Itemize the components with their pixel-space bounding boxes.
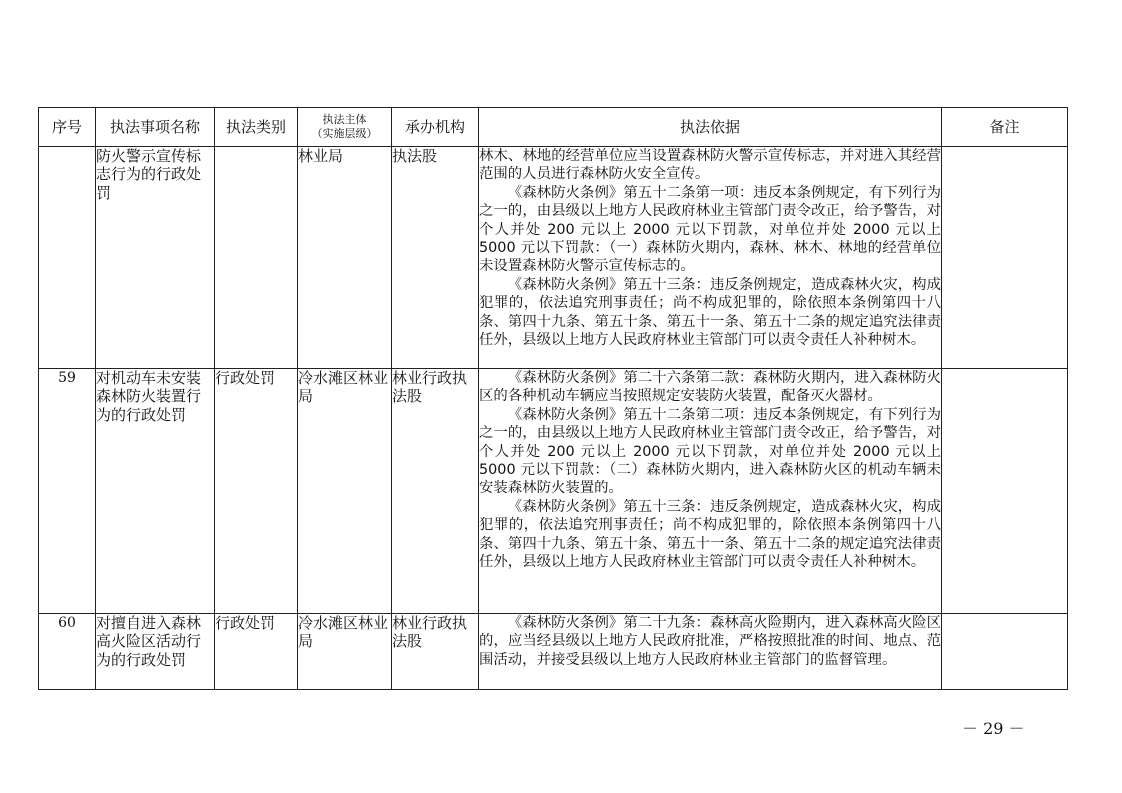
cell-agency: 林业行政执法股 bbox=[392, 614, 479, 690]
header-basis: 执法依据 bbox=[479, 108, 942, 147]
enforcement-table bbox=[38, 107, 1068, 690]
cell-item: 防火警示宣传标志行为的行政处罚 bbox=[96, 147, 215, 369]
cell-item: 对机动车未安装森林防火装置行为的行政处罚 bbox=[96, 369, 215, 614]
basis-paragraph: 《森林防火条例》第五十三条：违反条例规定，造成森林火灾，构成犯罪的，依法追究刑事责任；尚不构成犯罪的，除依照本条例第四十八条、第四十九条、第五十条、第五十一条、第五十二条的规定追究法律责任外，县级以上地方人民政府林业主管部门可以责令责任人补种树木。 bbox=[479, 276, 941, 349]
header-remark: 备注 bbox=[942, 108, 1068, 147]
header-subject bbox=[298, 108, 392, 147]
cell-category bbox=[215, 147, 298, 369]
cell-remark bbox=[942, 369, 1068, 614]
basis-paragraph: 《森林防火条例》第五十三条：违反条例规定，造成森林火灾，构成犯罪的，依法追究刑事责任；尚不构成犯罪的，除依照本条例第四十八条、第四十九条、第五十条、第五十一条、第五十二条的规定追究法律责任外，县级以上地方人民政府林业主管部门可以责令责任人补种树木。 bbox=[479, 498, 941, 571]
basis-paragraph: 《森林防火条例》第五十二条第二项：违反本条例规定，有下列行为之一的，由县级以上地方人民政府林业主管部门责令改正，给予警告，对个人并处 200 元以上 2000 元以下罚款，对单位并处 2000 元以上 5000 元以下罚款：（二）森林防火期内，进入森林防火区的机动车辆未安装森林防火装置的。 bbox=[479, 406, 941, 497]
header-category: 执法类别 bbox=[215, 108, 298, 147]
table-row bbox=[39, 614, 1068, 690]
basis-paragraph: 《森林防火条例》第二十六条第二款：森林防火期内，进入森林防火区的各种机动车辆应当按照规定安装防火装置，配备灭火器材。 bbox=[479, 370, 941, 405]
cell-subject: 冷水滩区林业局 bbox=[298, 614, 392, 690]
cell-seq: 60 bbox=[39, 614, 96, 690]
cell-agency: 执法股 bbox=[392, 147, 479, 369]
header-row bbox=[39, 108, 1068, 147]
header-agency: 承办机构 bbox=[392, 108, 479, 147]
cell-seq: 59 bbox=[39, 369, 96, 614]
cell-basis bbox=[479, 614, 942, 690]
cell-category: 行政处罚 bbox=[215, 614, 298, 690]
basis-paragraph: 林木、林地的经营单位应当设置森林防火警示宣传标志，并对进入其经营范围的人员进行森林防火安全宣传。 bbox=[479, 148, 941, 183]
cell-subject: 冷水滩区林业局 bbox=[298, 369, 392, 614]
header-subject-line1: 执法主体 bbox=[322, 113, 367, 126]
cell-seq bbox=[39, 147, 96, 369]
cell-item: 对擅自进入森林高火险区活动行为的行政处罚 bbox=[96, 614, 215, 690]
cell-subject: 林业局 bbox=[298, 147, 392, 369]
cell-remark bbox=[942, 614, 1068, 690]
header-subject-line2: （实施层级） bbox=[311, 127, 378, 140]
cell-basis bbox=[479, 369, 942, 614]
basis-paragraph: 《森林防火条例》第二十九条：森林高火险期内，进入森林高火险区的，应当经县级以上地方人民政府批准，严格按照批准的时间、地点、范围活动，并接受县级以上地方人民政府林业主管部门的监督管理。 bbox=[479, 615, 941, 668]
cell-basis bbox=[479, 147, 942, 369]
table-row bbox=[39, 369, 1068, 614]
table-row bbox=[39, 147, 1068, 369]
header-item: 执法事项名称 bbox=[96, 108, 215, 147]
basis-paragraph: 《森林防火条例》第五十二条第一项：违反本条例规定，有下列行为之一的，由县级以上地方人民政府林业主管部门责令改正，给予警告，对个人并处 200 元以上 2000 元以下罚款，对单位并处 2000 元以上 5000 元以下罚款：（一）森林防火期内，森林、林木、林地的经营单位未设置森林防火警示宣传标志的。 bbox=[479, 184, 941, 275]
cell-category: 行政处罚 bbox=[215, 369, 298, 614]
cell-agency: 林业行政执法股 bbox=[392, 369, 479, 614]
header-seq: 序号 bbox=[39, 108, 96, 147]
cell-remark bbox=[942, 147, 1068, 369]
page-number: － 29 － bbox=[962, 719, 1025, 738]
